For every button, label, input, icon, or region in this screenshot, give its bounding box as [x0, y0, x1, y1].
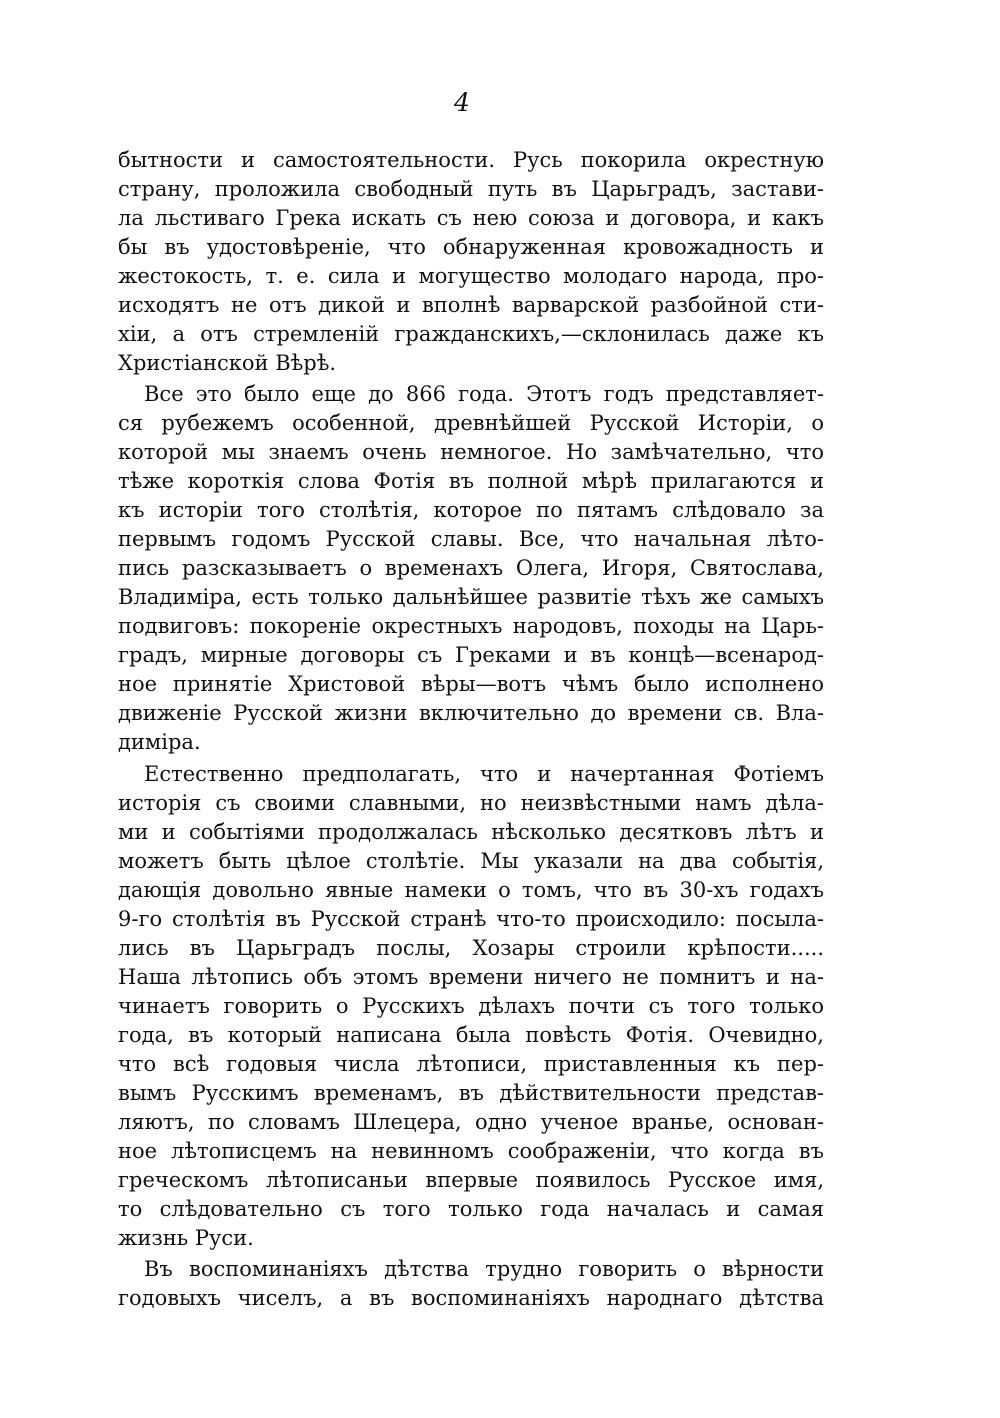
text-line: Владиміра, есть только дальнѣйшее развитіе тѣхъ же самыхъ — [118, 585, 824, 609]
text-line: то слѣдовательно съ того только года началась и самая — [118, 1197, 824, 1221]
text-line: жизнь Руси. — [118, 1226, 254, 1250]
text-line: Наша лѣтопись объ этомъ времени ничего не помнитъ и на- — [118, 965, 824, 989]
text-line: Естественно предполагать, что и начертанная Фотіемъ — [144, 762, 824, 786]
text-line: ла льстиваго Грека искать съ нею союза и договора, и какъ — [118, 206, 824, 230]
text-line: Христіанской Вѣрѣ. — [118, 351, 337, 375]
text-line: ное лѣтописцемъ на невинномъ соображеніи, что когда въ — [118, 1139, 824, 1163]
text-line: пись разсказываетъ о временахъ Олега, Игоря, Святослава, — [118, 556, 824, 580]
text-line: 9-го столѣтія въ Русской странѣ что-то происходило: посыла- — [118, 907, 824, 931]
text-line: лись въ Царьградъ послы, Хозары строили крѣпости..... — [118, 936, 824, 960]
text-line: градъ, мирные договоры съ Греками и въ концѣ—всенарод- — [118, 643, 824, 667]
text-line: тѣже короткія слова Фотія въ полной мѣрѣ прилагаются и — [118, 469, 824, 493]
text-line: ся рубежемъ особенной, древнѣйшей Русской Исторіи, о — [118, 411, 824, 435]
text-line: ное принятіе Христовой вѣры—вотъ чѣмъ было исполнено — [118, 672, 824, 696]
text-line: бы въ удостовѣреніе, что обнаруженная кровожадность и — [118, 235, 824, 259]
text-line: хіи, а отъ стремленій гражданскихъ,—склонилась даже къ — [118, 322, 824, 346]
text-line: вымъ Русскимъ временамъ, въ дѣйствительности представ- — [118, 1081, 824, 1105]
text-line: Въ воспоминаніяхъ дѣтства трудно говорить о вѣрности — [144, 1257, 824, 1281]
text-line: движеніе Русской жизни включительно до времени св. Вла- — [118, 701, 824, 725]
text-line: можетъ быть цѣлое столѣтіе. Мы указали на два событія, — [118, 849, 824, 873]
text-line: Все это было еще до 866 года. Этотъ годъ представляет- — [144, 382, 824, 406]
text-line: греческомъ лѣтописаньи впервые появилось Русское имя, — [118, 1168, 824, 1192]
text-line: бытности и самостоятельности. Русь покорила окрестную — [118, 148, 824, 172]
text-line: годовыхъ чиселъ, а въ воспоминаніяхъ народнаго дѣтства — [118, 1286, 824, 1310]
text-line: дающія довольно явные намеки о томъ, что въ 30-хъ годахъ — [118, 878, 824, 902]
page-number: 4 — [454, 88, 470, 117]
text-line: что всѣ годовыя числа лѣтописи, приставленныя къ пер- — [118, 1052, 824, 1076]
text-line: къ исторіи того столѣтія, которое по пятамъ слѣдовало за — [118, 498, 824, 522]
text-line: подвиговъ: покореніе окрестныхъ народовъ, походы на Царь- — [118, 614, 824, 638]
text-line: ляютъ, по словамъ Шлецера, одно ученое вранье, основан- — [118, 1110, 824, 1134]
text-line: исторія съ своими славными, но неизвѣстными намъ дѣла- — [118, 791, 824, 815]
text-line: страну, проложила свободный путь въ Царьградъ, застави- — [118, 177, 824, 201]
text-line: которой мы знаемъ очень немногое. Но замѣчательно, что — [118, 440, 824, 464]
text-line: жестокость, т. е. сила и могущество молодаго народа, про- — [118, 264, 824, 288]
text-line: ми и событіями продолжалась нѣсколько десятковъ лѣтъ и — [118, 820, 824, 844]
text-line: исходятъ не отъ дикой и вполнѣ варварской разбойной сти- — [118, 293, 824, 317]
text-line: диміра. — [118, 730, 201, 754]
text-line: чинаетъ говорить о Русскихъ дѣлахъ почти съ того только — [118, 994, 824, 1018]
text-line: первымъ годомъ Русской славы. Все, что начальная лѣто- — [118, 527, 824, 551]
text-line: года, въ который написана была повѣсть Фотія. Очевидно, — [118, 1023, 824, 1047]
